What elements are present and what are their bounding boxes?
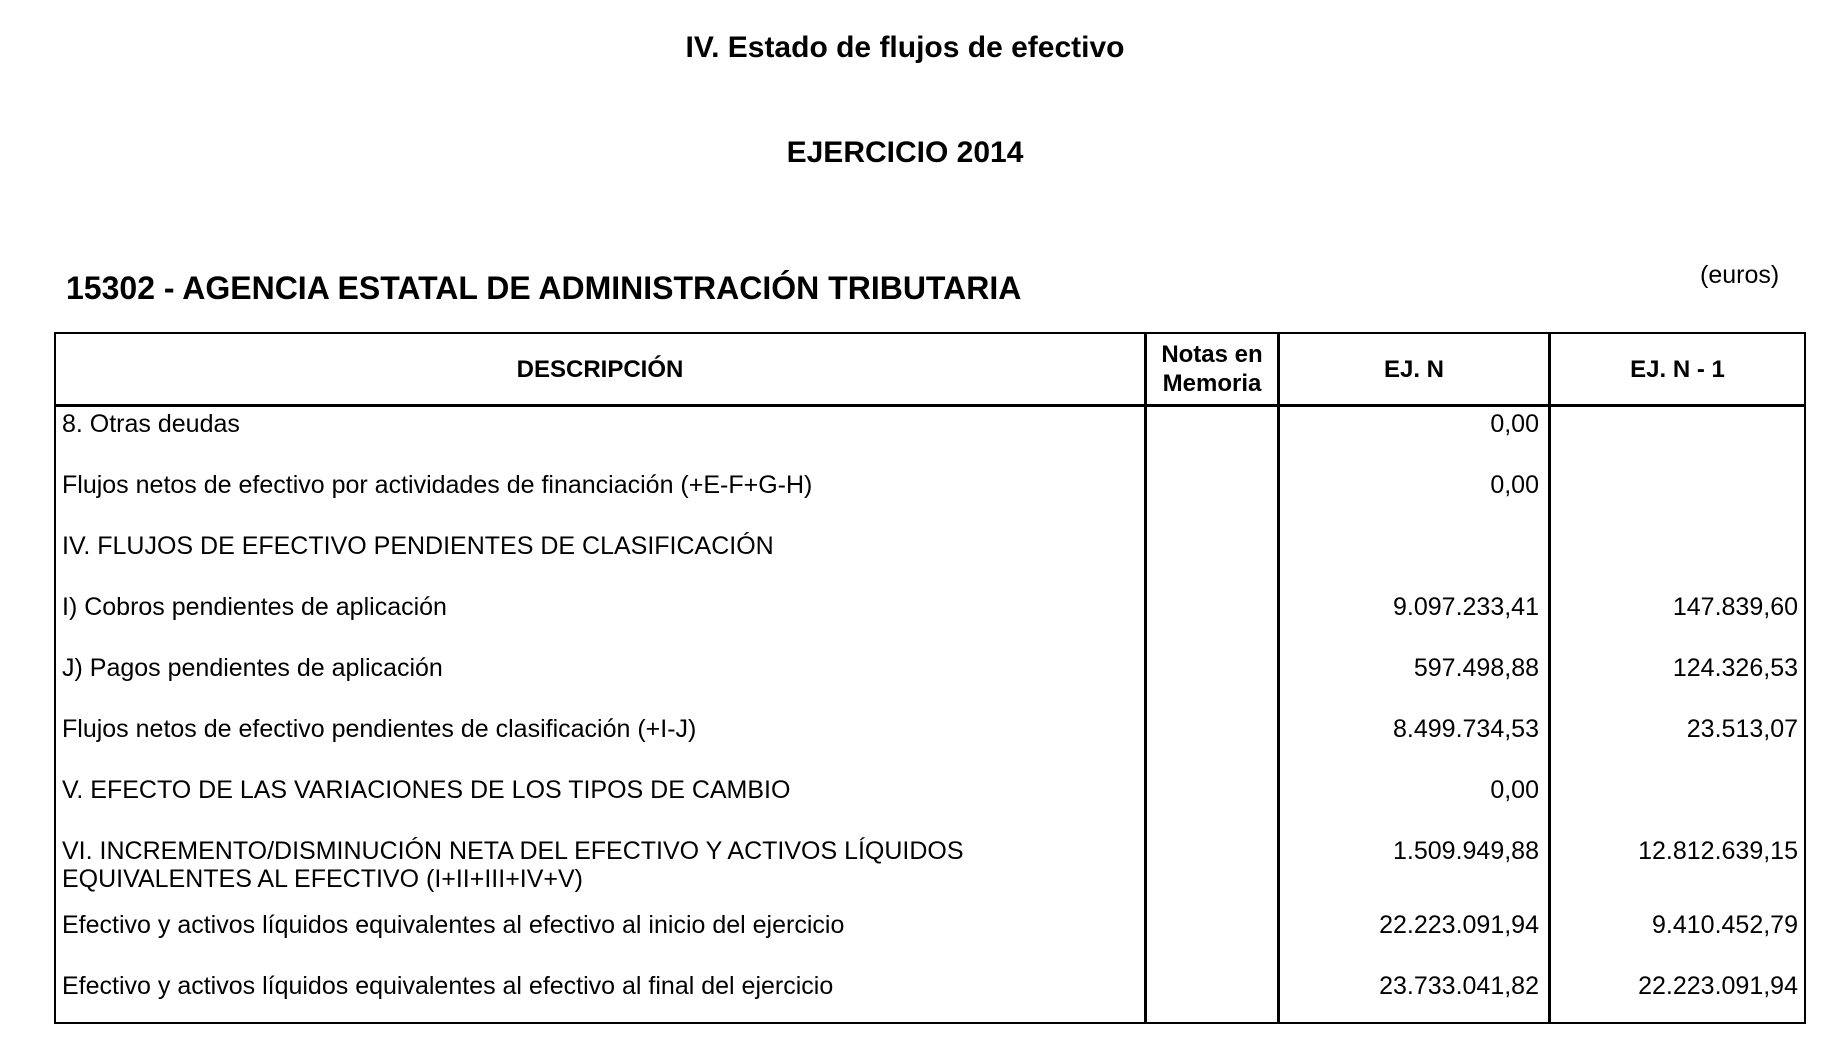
- row-ej-n: 23.733.041,82: [1379, 972, 1539, 1000]
- row-ej-n1: 124.326,53: [1672, 654, 1798, 682]
- column-divider: [1277, 334, 1280, 1022]
- row-ej-n1: 147.839,60: [1672, 593, 1798, 621]
- column-divider: [1144, 334, 1147, 1022]
- header-ej-n: EJ. N: [1383, 355, 1445, 383]
- row-ej-n: 0,00: [1490, 776, 1539, 804]
- header-divider: [56, 404, 1804, 407]
- cash-flow-table: [54, 332, 1806, 1024]
- row-description-line2: EQUIVALENTES AL EFECTIVO (I+II+III+IV+V): [62, 865, 584, 893]
- header-ej-n1: EJ. N - 1: [1630, 355, 1725, 383]
- column-divider: [1548, 334, 1551, 1022]
- row-ej-n1: 12.812.639,15: [1638, 837, 1798, 865]
- units-label: (euros): [1700, 261, 1780, 289]
- row-description: V. EFECTO DE LAS VARIACIONES DE LOS TIPOS DE CAMBIO: [62, 776, 791, 804]
- row-ej-n: 1.509.949,88: [1393, 837, 1539, 865]
- row-ej-n: 9.097.233,41: [1393, 593, 1539, 621]
- page-subtitle: EJERCICIO 2014: [786, 136, 1024, 169]
- page-title: IV. Estado de flujos de efectivo: [685, 31, 1125, 64]
- row-ej-n1: 23.513,07: [1686, 715, 1798, 743]
- header-notas-line1: Notas en: [1161, 341, 1263, 368]
- row-description: Efectivo y activos líquidos equivalentes al efectivo al inicio del ejercicio: [62, 911, 845, 939]
- row-ej-n: 0,00: [1490, 471, 1539, 499]
- row-description: J) Pagos pendientes de aplicación: [62, 654, 443, 682]
- row-ej-n: 8.499.734,53: [1393, 715, 1539, 743]
- header-descripcion: DESCRIPCIÓN: [516, 355, 684, 383]
- row-ej-n: 597.498,88: [1413, 654, 1539, 682]
- row-description: [62, 837, 1142, 893]
- header-notas-line2: Memoria: [1162, 370, 1262, 397]
- entity-heading: 15302 - AGENCIA ESTATAL DE ADMINISTRACIÓN TRIBUTARIA: [66, 270, 1022, 306]
- row-ej-n: 22.223.091,94: [1379, 911, 1539, 939]
- row-description: 8. Otras deudas: [62, 410, 240, 438]
- row-ej-n1: 9.410.452,79: [1652, 911, 1798, 939]
- row-description: IV. FLUJOS DE EFECTIVO PENDIENTES DE CLASIFICACIÓN: [62, 532, 774, 560]
- row-ej-n: 0,00: [1490, 410, 1539, 438]
- row-ej-n1: 22.223.091,94: [1638, 972, 1798, 1000]
- row-description: Flujos netos de efectivo pendientes de clasificación (+I-J): [62, 715, 697, 743]
- header-notas: [1147, 334, 1277, 404]
- row-description-line1: VI. INCREMENTO/DISMINUCIÓN NETA DEL EFECTIVO Y ACTIVOS LÍQUIDOS: [62, 837, 964, 865]
- row-description: Efectivo y activos líquidos equivalentes al efectivo al final del ejercicio: [62, 972, 834, 1000]
- row-description: I) Cobros pendientes de aplicación: [62, 593, 447, 621]
- row-description: Flujos netos de efectivo por actividades de financiación (+E-F+G-H): [62, 471, 813, 499]
